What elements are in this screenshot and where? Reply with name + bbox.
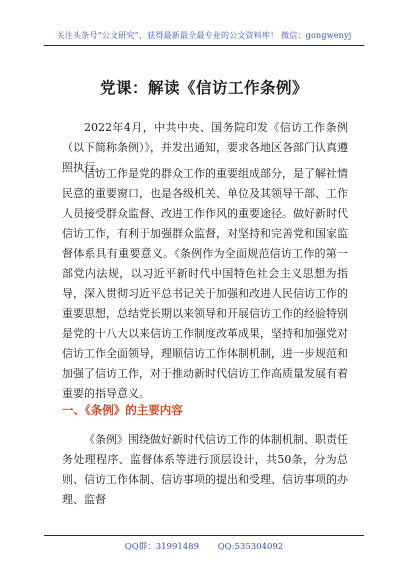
header-notice: 关注头条号“公文研究”，获得最新最全最专业的公文资料库！ 微信：gongwenyj — [44, 30, 364, 46]
footer-contact — [44, 535, 364, 552]
paragraph-significance: 信访工作是党的群众工作的重要组成部分，是了解社情民意的重要窗口，也是各级机关、单位及其领导干部、工作人员接受群众监督、改进工作作风的重要途径。做好新时代信访工作，有利于加强群众监督，对坚持和完善党和国家监督体系具有重要意义。《条例作为全面规范信访工作的第一部党内法规，以习近平新时代中国特色社会主义思想为指导，深入贯彻习近平总书记关于加强和改进人民信访工作的重要思想，总结党长期以来领导和开展信访工作的经验特别是党的十八大以来信访工作制度改革成果，坚持和加强党对信访工作全面领导，理顺信访工作体制机制，进一步规范和加强了信访工作，对于推动新时代信访工作高质量发展有着重要的指导意义。 — [62, 167, 348, 400]
section-heading: 一、《条例》的主要内容 — [62, 403, 183, 417]
paragraph-intro: 2022年4月，中共中央、国务院印发《信访工作条例（以下简称条例）》，并发出通知，要求各地区各部门认真遵照执行。 — [62, 121, 348, 174]
footer-qq-group: QQ群：31991489 — [124, 542, 199, 552]
footer-qq: QQ:535304092 — [217, 542, 284, 552]
paragraph-main-content: 《条例》围绕做好新时代信访工作的体制机制、职责任务处理程序、监督体系等进行顶层设计，共50条，分为总则、信访工作体制、信访事项的提出和受理、信访事项的办理、监督 — [62, 433, 348, 506]
document-title: 党课：解读《信访工作条例》 — [99, 79, 308, 97]
